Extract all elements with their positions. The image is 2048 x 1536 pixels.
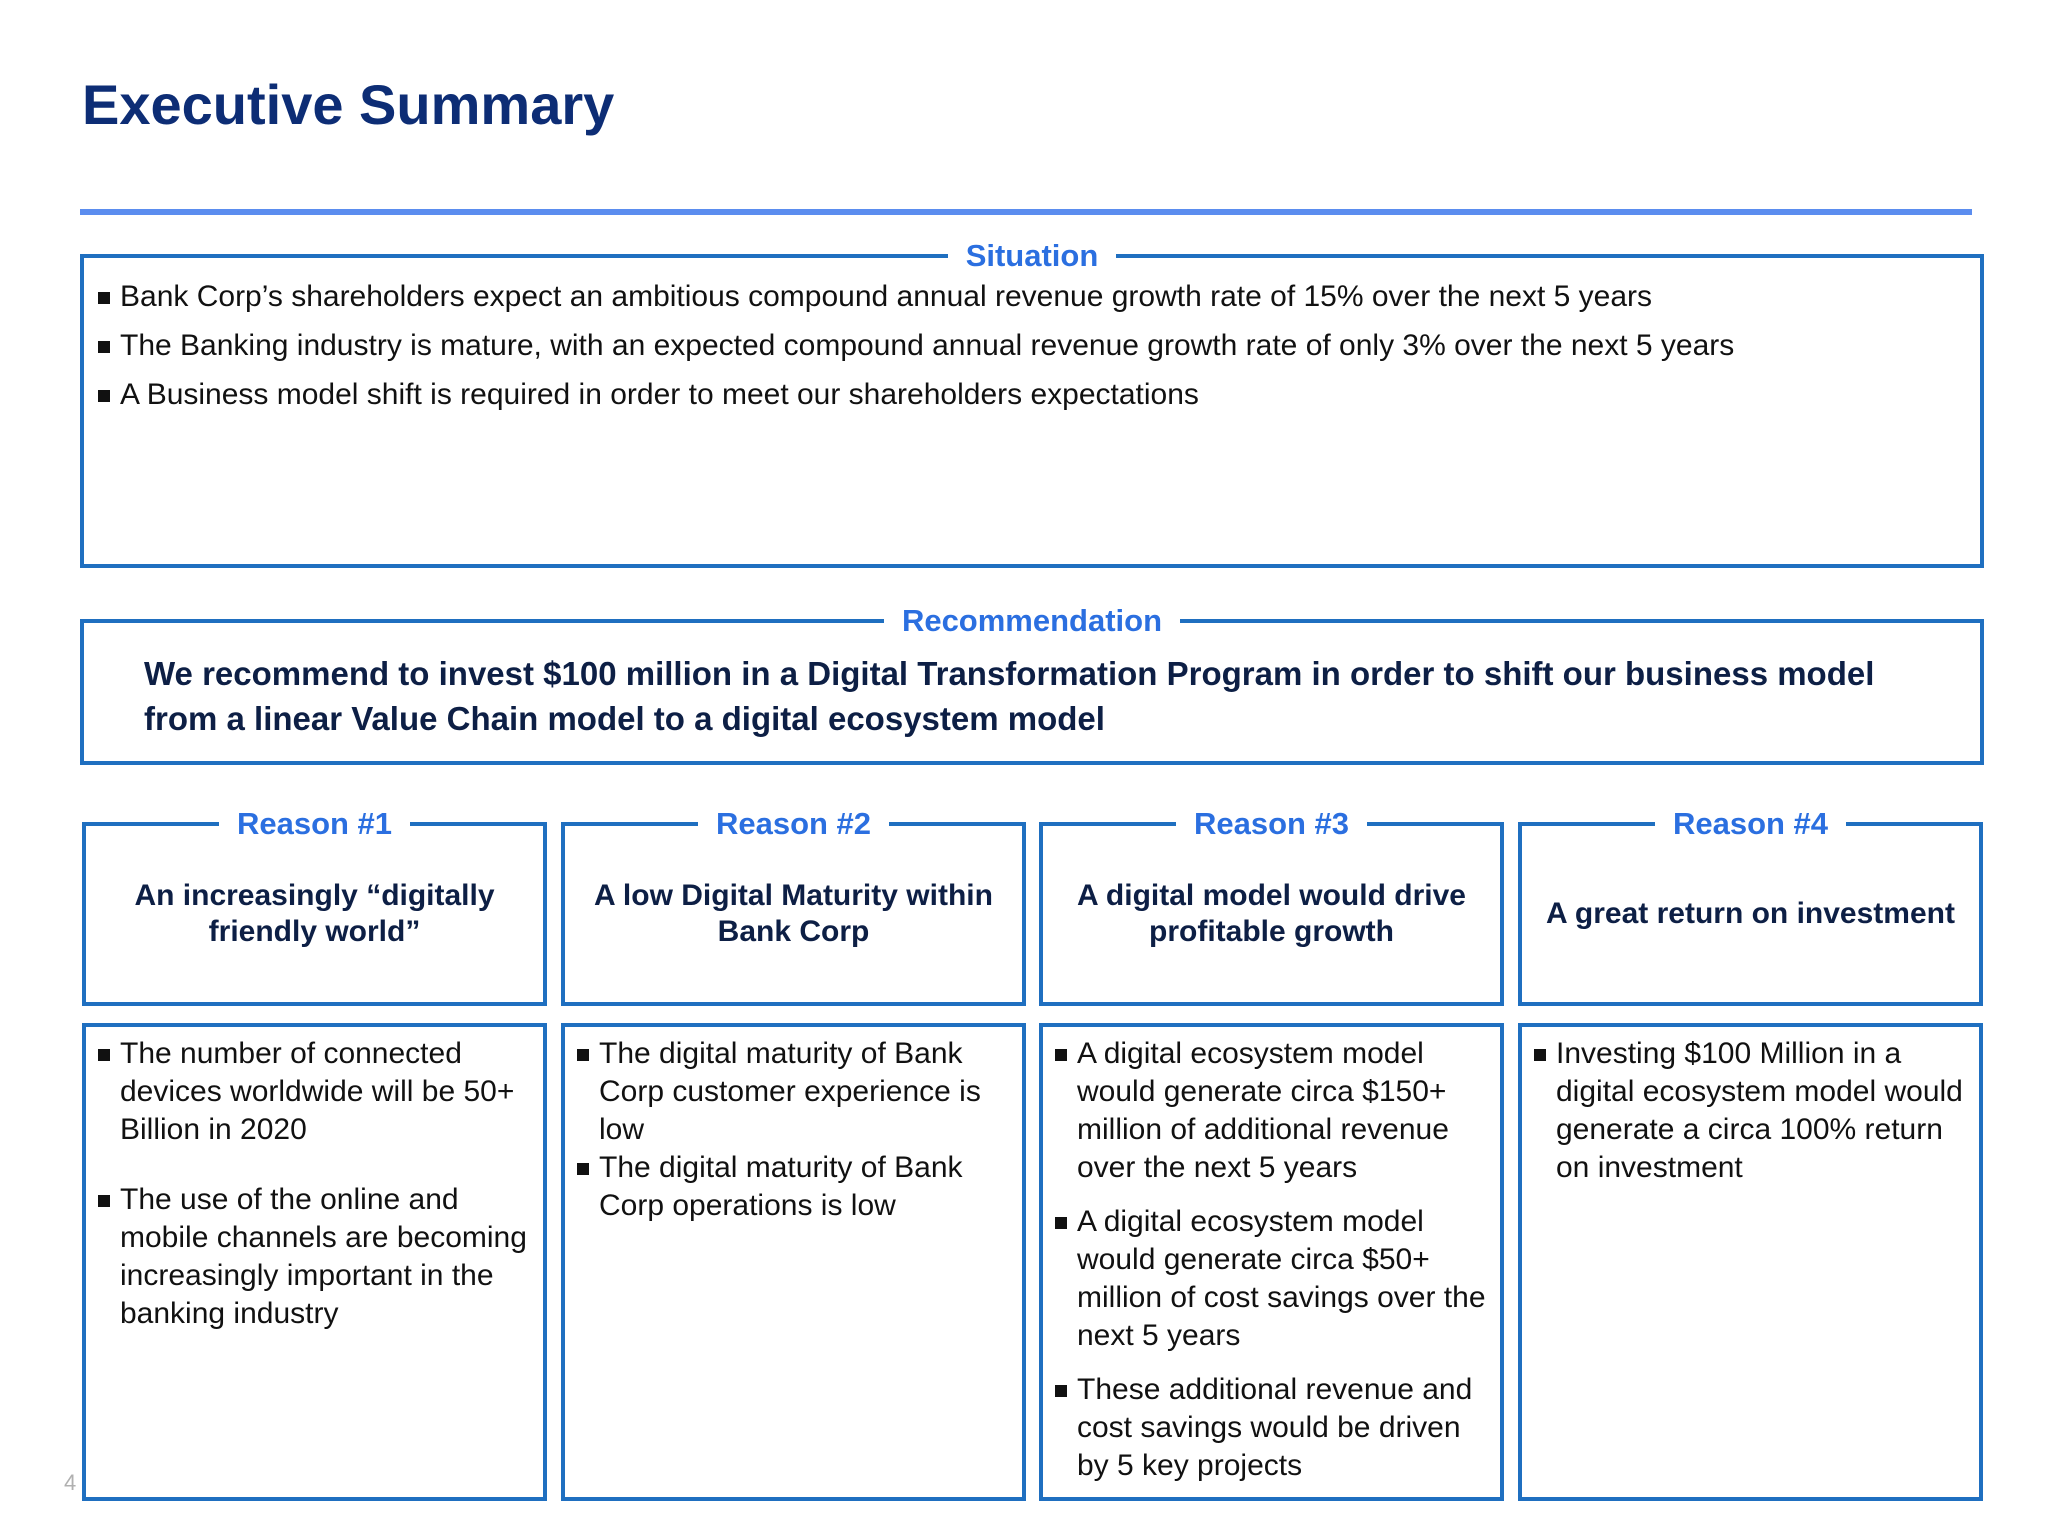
bullet-square-icon [98,390,110,402]
reason-3-body-box [1039,1023,1504,1501]
situation-label: Situation [948,236,1117,276]
reason-bullet [1049,1203,1490,1355]
situation-box [80,238,1984,568]
bullet-text: Bank Corp’s shareholders expect an ambitious compound annual revenue growth rate of 15% over the next 5 years [120,280,1653,313]
bullet-square-icon [577,1163,589,1175]
situation-bullet [92,327,1960,365]
bullet-text: A digital ecosystem model would generate circa $150+ million of additional revenue over the next 5 years [1077,1037,1449,1184]
reason-2-bullets [571,1035,1012,1225]
reason-4-bullets [1528,1035,1969,1187]
reason-2-heading: A low Digital Maturity within Bank Corp [594,879,993,948]
reason-bullet [1049,1371,1490,1485]
page-title: Executive Summary [82,73,615,136]
situation-bullet [92,376,1960,414]
bullet-square-icon [1534,1049,1546,1061]
reason-bullet [571,1035,1012,1149]
bullet-text: The use of the online and mobile channels are becoming increasingly important in the banking industry [120,1183,527,1330]
reason-4-heading: A great return on investment [1546,897,1955,930]
bullet-square-icon [1055,1385,1067,1397]
reason-1-heading-box [82,806,547,1006]
reason-1-heading: An increasingly “digitally friendly world” [134,879,495,948]
situation-bullet [92,278,1960,316]
bullet-square-icon [98,1195,110,1207]
bullet-square-icon [1055,1217,1067,1229]
bullet-text: Investing $100 Million in a digital ecosystem model would generate a circa 100% return on investment [1556,1037,1963,1184]
reason-2-heading-box [561,806,1026,1006]
reason-bullet [92,1035,533,1149]
bullet-square-icon [1055,1049,1067,1061]
bullet-text: The digital maturity of Bank Corp customer experience is low [599,1037,981,1146]
bullet-text: A digital ecosystem model would generate circa $50+ million of cost savings over the next 5 years [1077,1205,1486,1352]
reason-4-heading-box [1518,806,1983,1006]
bullet-square-icon [98,1049,110,1061]
bullet-text: The number of connected devices worldwide will be 50+ Billion in 2020 [120,1037,515,1146]
reason-4-body-box [1518,1023,1983,1501]
bullet-text: A Business model shift is required in order to meet our shareholders expectations [120,378,1199,411]
reason-bullet [1528,1035,1969,1187]
reason-bullet [92,1181,533,1333]
bullet-square-icon [577,1049,589,1061]
reason-1-label: Reason #1 [219,804,410,844]
bullet-square-icon [98,292,110,304]
situation-bullets [92,278,1960,425]
recommendation-text: We recommend to invest $100 million in a Digital Transformation Program in order to shift our business model from a linear Value Chain model to a digital ecosystem model [144,655,1875,737]
reason-3-bullets [1049,1035,1490,1485]
recommendation-box [80,603,1984,765]
reason-3-heading-box [1039,806,1504,1006]
reason-2-body-box [561,1023,1026,1501]
page-number: 4 [64,1470,77,1495]
reason-bullet [1049,1035,1490,1187]
reason-1-body-box [82,1023,547,1501]
recommendation-label: Recommendation [884,601,1180,641]
reason-3-label: Reason #3 [1176,804,1367,844]
reason-2-label: Reason #2 [698,804,889,844]
reason-bullet [571,1149,1012,1225]
bullet-text: The digital maturity of Bank Corp operations is low [599,1151,963,1222]
bullet-square-icon [98,341,110,353]
bullet-text: These additional revenue and cost savings would be driven by 5 key projects [1077,1373,1473,1482]
reason-3-heading: A digital model would drive profitable growth [1077,879,1466,948]
reason-4-label: Reason #4 [1655,804,1846,844]
bullet-text: The Banking industry is mature, with an expected compound annual revenue growth rate of only 3% over the next 5 years [120,329,1735,362]
title-divider [80,209,1972,215]
reason-1-bullets [92,1035,533,1333]
